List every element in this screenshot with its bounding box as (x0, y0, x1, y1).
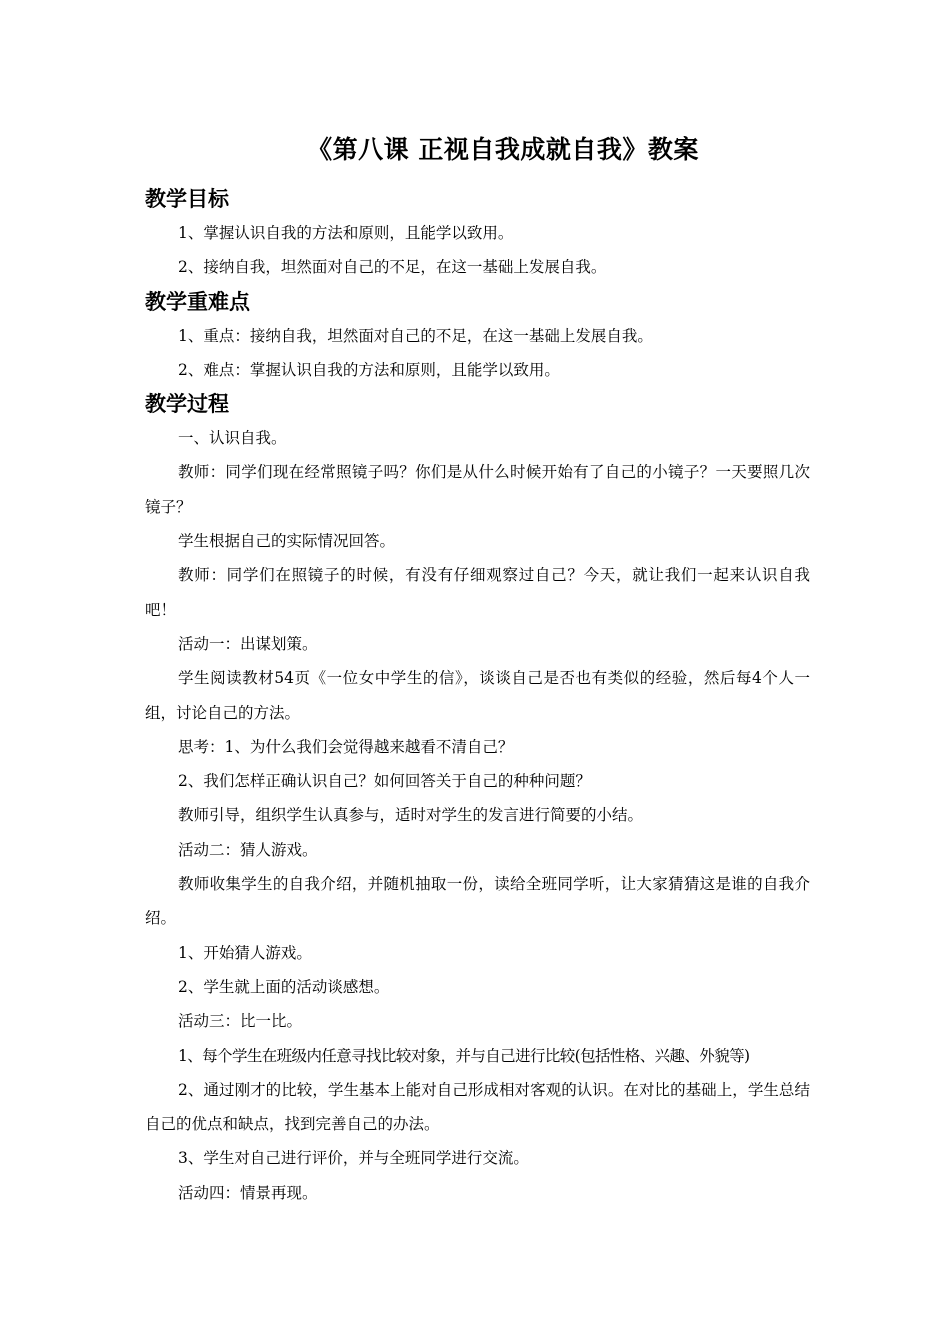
paragraph: 活动一：出谋划策。 (178, 634, 318, 653)
paragraph: 教师收集学生的自我介绍，并随机抽取一份，读给全班同学听，让大家猜猜这是谁的自我介绍。 (145, 875, 810, 928)
section-heading: 教学重难点 (145, 288, 250, 314)
paragraph: 2、我们怎样正确认识自己？如何回答关于自己的种种问题？ (178, 772, 591, 791)
paragraph: 2、通过刚才的比较，学生基本上能对自己形成相对客观的认识。在对比的基础上，学生总结自己的优点和缺点，找到完善自己的办法。 (145, 1080, 810, 1134)
paragraph: 2、学生就上面的活动谈感想。 (178, 977, 390, 996)
paragraph: 1、掌握认识自我的方法和原则，且能学以致用。 (178, 224, 514, 242)
section-key-points (145, 285, 810, 388)
paragraph: 2、接纳自我，坦然面对自己的不足，在这一基础上发展自我。 (178, 258, 607, 277)
paragraph: 活动二：猜人游戏。 (178, 840, 318, 859)
paragraph: 3、学生对自己进行评价，并与全班同学进行交流。 (178, 1149, 529, 1168)
section-teaching-goals (145, 182, 810, 285)
document-title: 《第八课 正视自我成就自我》教案 (307, 135, 699, 164)
document-body (145, 182, 810, 1210)
paragraph: 学生阅读教材54页《一位女中学生的信》，谈谈自己是否也有类似的经验，然后每4个人一组，讨论自己的方法。 (145, 669, 810, 722)
paragraph: 1、每个学生在班级内任意寻找比较对象，并与自己进行比较(包括性格、兴趣、外貌等) (178, 1046, 750, 1065)
paragraph: 教师：同学们现在经常照镜子吗？你们是从什么时候开始有了自己的小镜子？一天要照几次镜子？ (145, 463, 810, 516)
paragraph: 学生根据自己的实际情况回答。 (178, 532, 396, 551)
section-teaching-process (145, 387, 810, 1210)
paragraph: 一、认识自我。 (178, 429, 287, 448)
paragraph: 活动四：情景再现。 (178, 1183, 318, 1202)
paragraph: 教师引导，组织学生认真参与，适时对学生的发言进行简要的小结。 (178, 806, 644, 825)
paragraph: 1、开始猜人游戏。 (178, 943, 312, 962)
paragraph: 教师：同学们在照镜子的时候，有没有仔细观察过自己？今天，就让我们一起来认识自我吧！ (145, 566, 810, 619)
paragraph: 活动三：比一比。 (178, 1012, 303, 1031)
section-heading: 教学目标 (145, 186, 229, 211)
section-heading: 教学过程 (145, 391, 229, 417)
paragraph: 思考：1、为什么我们会觉得越来越看不清自己？ (178, 737, 514, 756)
paragraph: 1、重点：接纳自我，坦然面对自己的不足，在这一基础上发展自我。 (178, 326, 653, 345)
paragraph: 2、难点：掌握认识自我的方法和原则，且能学以致用。 (178, 360, 560, 379)
